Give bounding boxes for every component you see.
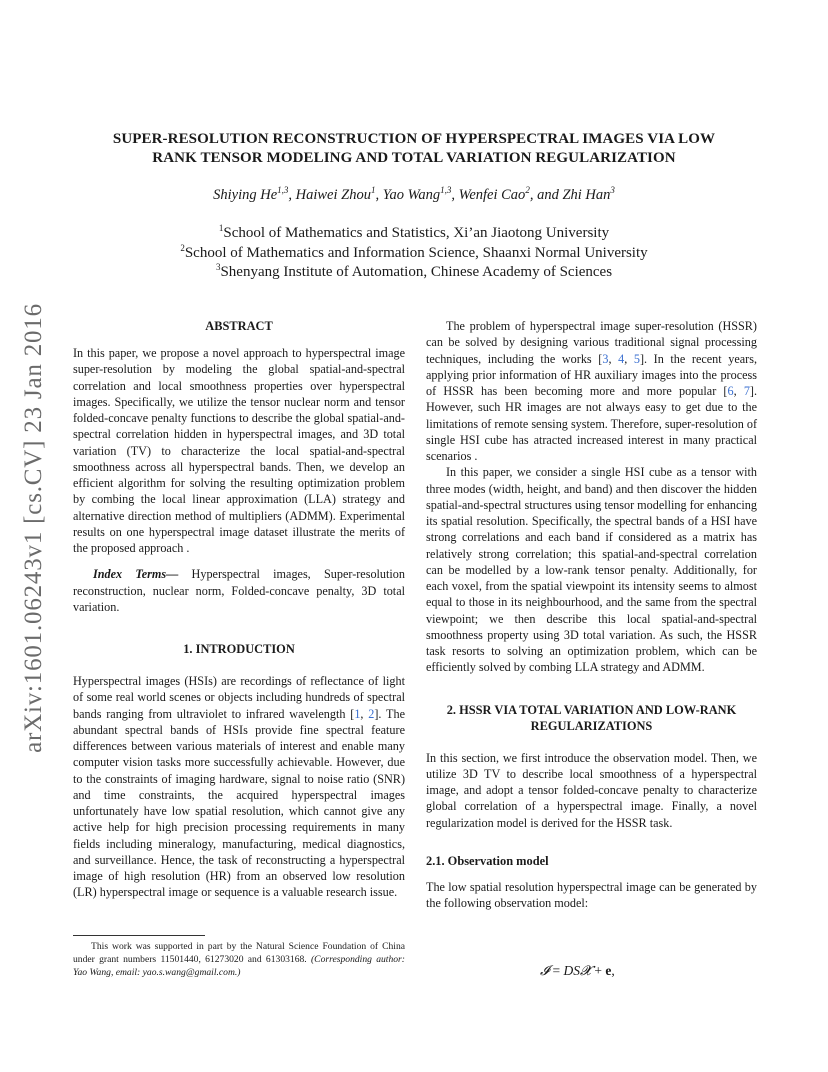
affiliation: $^2$School of Mathematics and Information Science, Shaanxi Normal University (180, 242, 648, 261)
citation-link[interactable]: 7 (743, 384, 750, 398)
citation-link[interactable]: 5 (633, 351, 640, 366)
citation-link[interactable]: 3 (602, 351, 609, 366)
author-name: Yao Wang (382, 187, 441, 203)
section21-text: The low spatial resolution hyperspectral image can be generated by the following observation model: (426, 879, 757, 910)
title-line-1: SUPER-RESOLUTION RECONSTRUCTION OF HYPERSPECTRAL IMAGES VIA LOW (112, 131, 716, 147)
title-line-2: RANK TENSOR MODELING AND TOTAL VARIATION REGULARIZATION (152, 150, 676, 166)
footnote-rule (73, 935, 205, 936)
author-list: Shiying He$^{1,3}$, Haiwei Zhou$^1$, Yao Wang$^{1,3}$, Wenfei Cao$^2$, and Zhi Han$^3$ (213, 185, 615, 203)
footnote-text: This work was supported in part by the Natural Science Foundation of China under grant numbers 11501440, 61273020 and 61303168. (73, 941, 405, 965)
author-affil-sup: 1,3 (440, 185, 452, 196)
intro-paragraph-2: The problem of hyperspectral image super-resolution (HSSR) can be solved by designing various traditional signal processing techniques, including the works [3, 4, 5]. In the recent years, applying prior information of HR auxiliary images into the process of HSSR has been becoming more and more popular [6, 7]. However, such HR images are not always easy to get due to the limitations of remote sensing system. Therefore, super-resolution of single HSI cube has atracted increased interest in many practical scenarios . (426, 319, 758, 463)
citation-link[interactable]: 6 (727, 384, 734, 398)
author-name: Shiying He (213, 187, 278, 203)
left-column (73, 318, 405, 901)
affiliations (60, 224, 768, 283)
footnote-corresponding: (Corresponding author: Yao Wang, email: yao.s.wang@gmail.com.) (73, 954, 405, 978)
observation-equation: 𝓘 = DS𝓧 + e, (540, 963, 615, 979)
arxiv-side-stamp: arXiv:1601.06243v1 [cs.CV] 23 Jan 2016 (20, 303, 47, 753)
affiliation: $^3$Shenyang Institute of Automation, Chinese Academy of Sciences (215, 262, 613, 280)
citation-link[interactable]: 1 (354, 706, 361, 721)
index-terms (73, 566, 405, 615)
intro-paragraph-3: In this paper, we consider a single HSI cube as a tensor with three modes (width, height, and band) and then discover the hidden spatial-and-spectral structures using tensor modelling for enhancing its spatial resolution. Specifically, the spectral bands of a HSI have strong correlations and each band if considered as a matrix has relatively strong correlation; this spatial-and-spectral correlation can be modelled by a low-rank tensor penalty. Additionally, for each voxel, from the spatial viewpoint its intensity seems to almost equal to those in its neighbourhood, and the same from the spectral viewpoint; we then describe this local spatial-and-spectral smoothness property using 3D total variation. As such, the HSSR task resorts to solving an optimization problem, which can be efficiently solved by combing LLA strategy and ADMM. (426, 465, 757, 675)
author-name: Haiwei Zhou (295, 187, 371, 203)
author-affil-sup: 1 (370, 185, 376, 196)
abstract-text: In this paper, we propose a novel approach to hyperspectral image super-resolution by modeling the global spatial-and-spectral correlation and local smoothness properties over hyperspectral images. Specifically, we utilize the tensor nuclear norm and tensor folded-concave penalty functions to describe the global spatial-and-spectral correlation hidden in hyperspectral images, and 3D total variation (TV) to characterize the local spatial-and-spectral smoothness across all hyperspectral bands. Then, we develop an efficient algorithm for solving the resulting optimization problem by combing the local linear approximation (LLA) strategy and alternative direction method of multipliers (ADMM). Experimental results on one hyperspectral image dataset illustrate the merits of the proposed approach . (73, 346, 405, 555)
index-terms-text: Hyperspectral images, Super-resolution reconstruction, nuclear norm, Folded-concave penalty, 3D total variation. (73, 567, 405, 614)
affiliation: $^1$School of Mathematics and Statistics, Xi’an Jiaotong University (218, 223, 610, 241)
paper-title (60, 130, 768, 168)
author-name: Zhi Han (562, 187, 611, 203)
author-affil-sup: 1,3 (277, 185, 289, 196)
citation-link[interactable]: 2 (368, 706, 375, 721)
citation-link[interactable]: 4 (618, 351, 625, 366)
section2-text: In this section, we first introduce the observation model. Then, we utilize 3D TV to describe local smoothness of a hyperspectral image, and adopt a tensor folded-concave penalty to characterize global correlation of a hyperspectral image. Finally, a novel regularization model is derived for the HSSR task. (426, 750, 757, 830)
author-name: Wenfei Cao (458, 187, 526, 203)
author-affil-sup: 2 (525, 185, 530, 196)
right-column (426, 318, 757, 911)
intro-paragraph-1: Hyperspectral images (HSIs) are recordings of reflectance of light of some real world scenes or objects including hundreds of spectral bands ranging from ultraviolet to infrared wavelength [1, 2]. The abundant spectral bands of HSIs provide fine spectral feature differences between various materials of interest and enable many computer vision tasks more successfully achievable. However, due to the constraints of imaging hardware, signal to noise ratio (SNR) and time constraints, the acquired hyperspectral images unfortunately have low spatial resolution, which cannot give any active help for high precision processing requirements in many fields including mineralogy, manufacturing, medical diagnostics, and surveillance. Hence, the task of reconstructing a hyperspectral image of high resolution (HR) from an observed low resolution (LR) hyperspectral image or sequence is a valuable research issue. (73, 674, 406, 900)
abstract-heading: ABSTRACT (205, 319, 273, 333)
footnote (73, 940, 405, 979)
author-affil-sup: 3 (610, 185, 615, 196)
section2-heading: 2. HSSR VIA TOTAL VARIATION AND LOW-RANK REGULARIZATIONS (446, 702, 737, 733)
section21-heading: 2.1. Observation model (426, 853, 549, 868)
index-terms-label: Index Terms— (93, 567, 179, 582)
intro-heading: 1. INTRODUCTION (183, 642, 295, 656)
